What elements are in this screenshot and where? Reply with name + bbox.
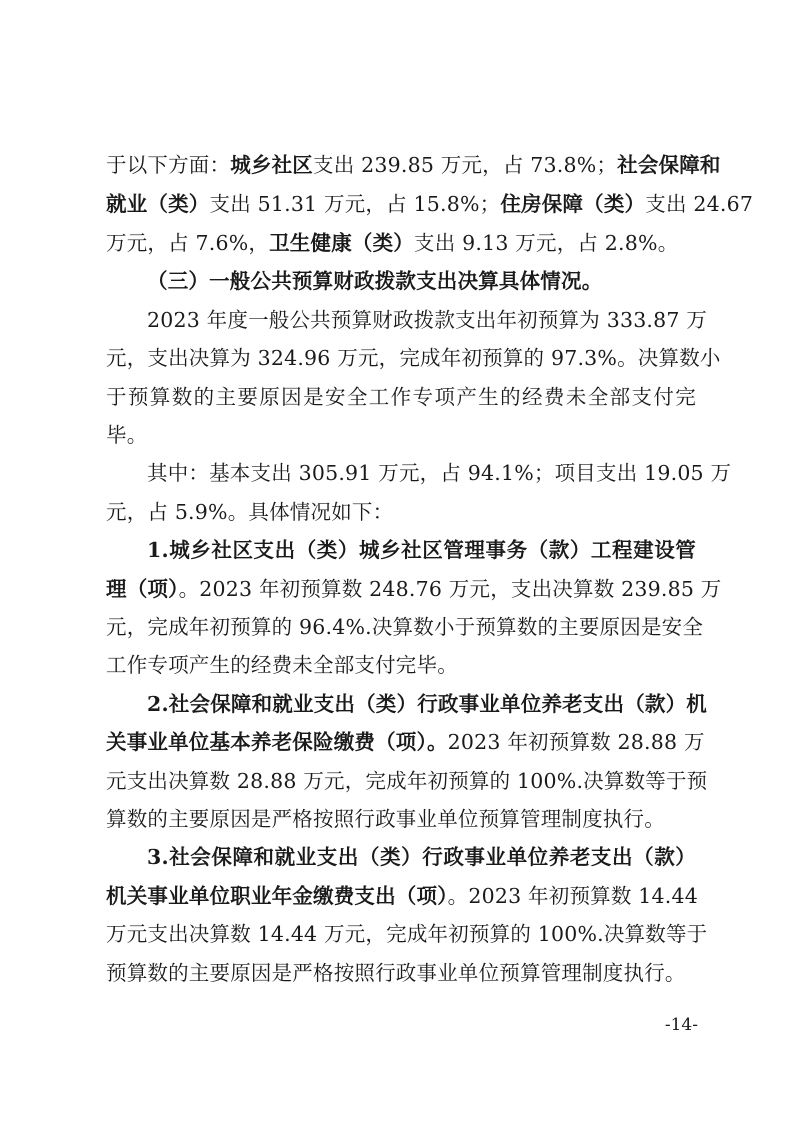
text-line: 理（项）。2023 年初预算数 248.76 万元，支出决算数 239.85 万	[106, 577, 722, 601]
text-line: 2023 年度一般公共预算财政拨款支出年初预算为 333.87 万	[147, 308, 708, 332]
text-line: 元，占 5.9%。具体情况如下：	[106, 500, 394, 524]
text-line: 算数的主要原因是严格按照行政事业单位预算管理制度执行。	[106, 807, 665, 831]
text-line: 工作专项产生的经费未全部支付完毕。	[106, 653, 458, 677]
text-line: 万元，占 7.6%，卫生健康（类）支出 9.13 万元，占 2.8%。	[106, 231, 679, 255]
item-heading: 1.城乡社区支出（类）城乡社区管理事务（款）工程建设管	[147, 538, 696, 562]
page-number: -14-	[664, 1015, 698, 1035]
item-heading: 2.社会保障和就业支出（类）行政事业单位养老支出（款）机	[147, 692, 707, 716]
text-line: 预算数的主要原因是严格按照行政事业单位预算管理制度执行。	[106, 961, 686, 985]
text-line: 关事业单位基本养老保险缴费（项）。2023 年初预算数 28.88 万	[106, 730, 705, 754]
text-line: 万元支出决算数 14.44 万元，完成年初预算的 100%.决算数等于	[106, 922, 708, 946]
item-heading: 3.社会保障和就业支出（类）行政事业单位养老支出（款）	[147, 845, 696, 869]
text-line: 其中：基本支出 305.91 万元，占 94.1%；项目支出 19.05 万	[147, 461, 732, 485]
text-line: 元支出决算数 28.88 万元，完成年初预算的 100%.决算数等于预	[106, 769, 708, 793]
text-line: 就业（类）支出 51.31 万元，占 15.8%；住房保障（类）支出 24.67	[106, 192, 754, 216]
text-line: 毕。	[106, 423, 148, 447]
text-line: 元，支出决算为 324.96 万元，完成年初预算的 97.3%。决算数小	[106, 346, 721, 370]
text-line: 机关事业单位职业年金缴费支出（项）。2023 年初预算数 14.44	[106, 884, 698, 908]
text-line: 元，完成年初预算的 96.4%.决算数小于预算数的主要原因是安全	[106, 615, 704, 639]
section-heading: （三）一般公共预算财政拨款支出决算具体情况。	[147, 269, 603, 293]
text-line: 于预算数的主要原因是安全工作专项产生的经费未全部支付完	[106, 385, 696, 409]
text-line: 于以下方面：城乡社区支出 239.85 万元，占 73.8%；社会保障和	[106, 153, 721, 177]
